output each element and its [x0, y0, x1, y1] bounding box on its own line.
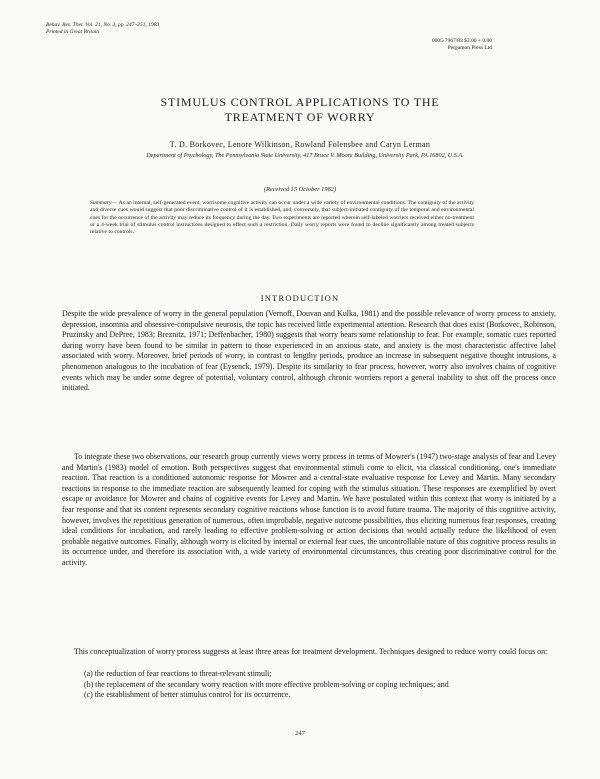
affiliation: Department of Psychology, The Pennsylvania State University, 417 Bruce V. Moore Building, University Park, PA 16802, U.S.A. [146, 152, 464, 159]
page-number: 247 [295, 730, 305, 737]
publisher-name: Pergamon Press Ltd [447, 45, 492, 51]
issn-code: 0005-7967/83 $3.00 + 0.00 [431, 38, 492, 44]
abstract-text: As an internal, self-generated event, worrisome cognitive activity can occur under a wide variety of environmental conditions. The contiguity of the activity and diverse cues would suggest that poor discriminative control of it is established, and, conversely, that subject-initiated contiguity of the temporal and environmental cues for the occurrence of the activity may reduce its frequency during the day. Two experiments are reported wherein self-labeled worriers received either no-treatment or a 4-week trial of stimulus control instructions designed to effect such a restriction. Daily worry reports were found to decline significantly among treated subjects relative to controls. [90, 200, 474, 236]
journal-citation-line: Behav. Res. Ther. Vol. 21, No. 3, pp. 247–251, 1983 [46, 22, 160, 28]
article-title [0, 95, 600, 125]
abstract [90, 200, 474, 236]
abstract-label: Summary— [90, 200, 117, 206]
body-paragraph: This conceptualization of worry process suggests at least three areas for treatment development. Techniques designed to reduce worry could focus on: [74, 647, 548, 656]
section-heading: INTRODUCTION [260, 293, 340, 303]
journal-citation [46, 22, 159, 36]
list-item: (b) the replacement of the secondary worry reaction with more effective problem-solving or coping techniques; and [84, 679, 449, 689]
technique-list [84, 669, 504, 701]
body-paragraph: Despite the wide prevalence of worry in the general population (Vernoff, Douvan and Kulka, 1981) and the possible relevance of worry process to anxiety, depression, insomnia and obsessive-compulsive neurosis, the topic has received little experimental attention. Research that does exist (Borkovec, Robinson, Pruzinsky and DePree, 1983; Breznitz, 1971; Deffenbacher, 1980) suggests that worry bears some relationship to fear. For example, somatic cues reported during worry have been found to be similar in pattern to those experienced in an anxious state, and anxiety is the most characteristic affective label associated with worry. Moreover, brief periods of worry, in contrast to lengthy periods, produce an increase in subsequent negative thought intrusions, a phenomenon analogous to the incubation of fear (Eysenck, 1979). Despite its similarity to fear process, however, worry also involves chains of cognitive events which may be under some degree of potential, voluntary control, although chronic worriers report a general inability to shut off the process once initiated. [62, 309, 556, 393]
printed-in-line: Printed in Great Britain [46, 29, 100, 35]
author-list: T. D. Borkovec, Lenore Wilkinson, Rowland Folensbee and Caryn Lerman [169, 140, 431, 149]
received-date: (Received 15 October 1982) [263, 186, 337, 193]
title-line: STIMULUS CONTROL APPLICATIONS TO THE [160, 95, 440, 109]
body-paragraph: To integrate these two observations, our research group currently views worry process in terms of Mowrer's (1947) two-stage analysis of fear and Levey and Martin's (1983) model of emotion. Both perspectives suggest that environmental stimuli come to elicit, via classical conditioning, one's immediate reaction. That reaction is a conditioned autonomic response for Mowrer and a central-state evaluative response for Levey and Martin. Many secondary reactions in response to the immediate reaction are subsequently learned for coping with the stimulus situation. These responses are exemplified by overt escape or avoidance for Mowrer and chains of cognitive events for Levey and Martin. We have postulated within this context that worry is initiated by a fear response and that its content represents secondary cognitive reactions whose function is to avoid future trauma. The majority of this cognitive activity, however, involves the repetitious generation of numerous, often improbable, negative outcome possibilities, thus eliciting numerous fear responses, creating ideal conditions for incubation, and rarely leading to effective problem-solving or action decisions that would actually reduce the likelihood of even probable negative outcomes. Finally, although worry is elicited by internal or external fear cues, the uncontrollable nature of this cognitive process results in its occurrence under, and therefore its association with, a wide variety of environmental circumstances, thus creating poor discriminative control for the activity. [62, 452, 556, 567]
title-line: TREATMENT OF WORRY [224, 110, 376, 124]
list-item: (a) the reduction of fear reactions to threat-relevant stimuli; [84, 669, 272, 678]
publisher-info [432, 38, 492, 52]
list-item: (c) the establishment of better stimulus control for its occurrence. [84, 690, 291, 700]
